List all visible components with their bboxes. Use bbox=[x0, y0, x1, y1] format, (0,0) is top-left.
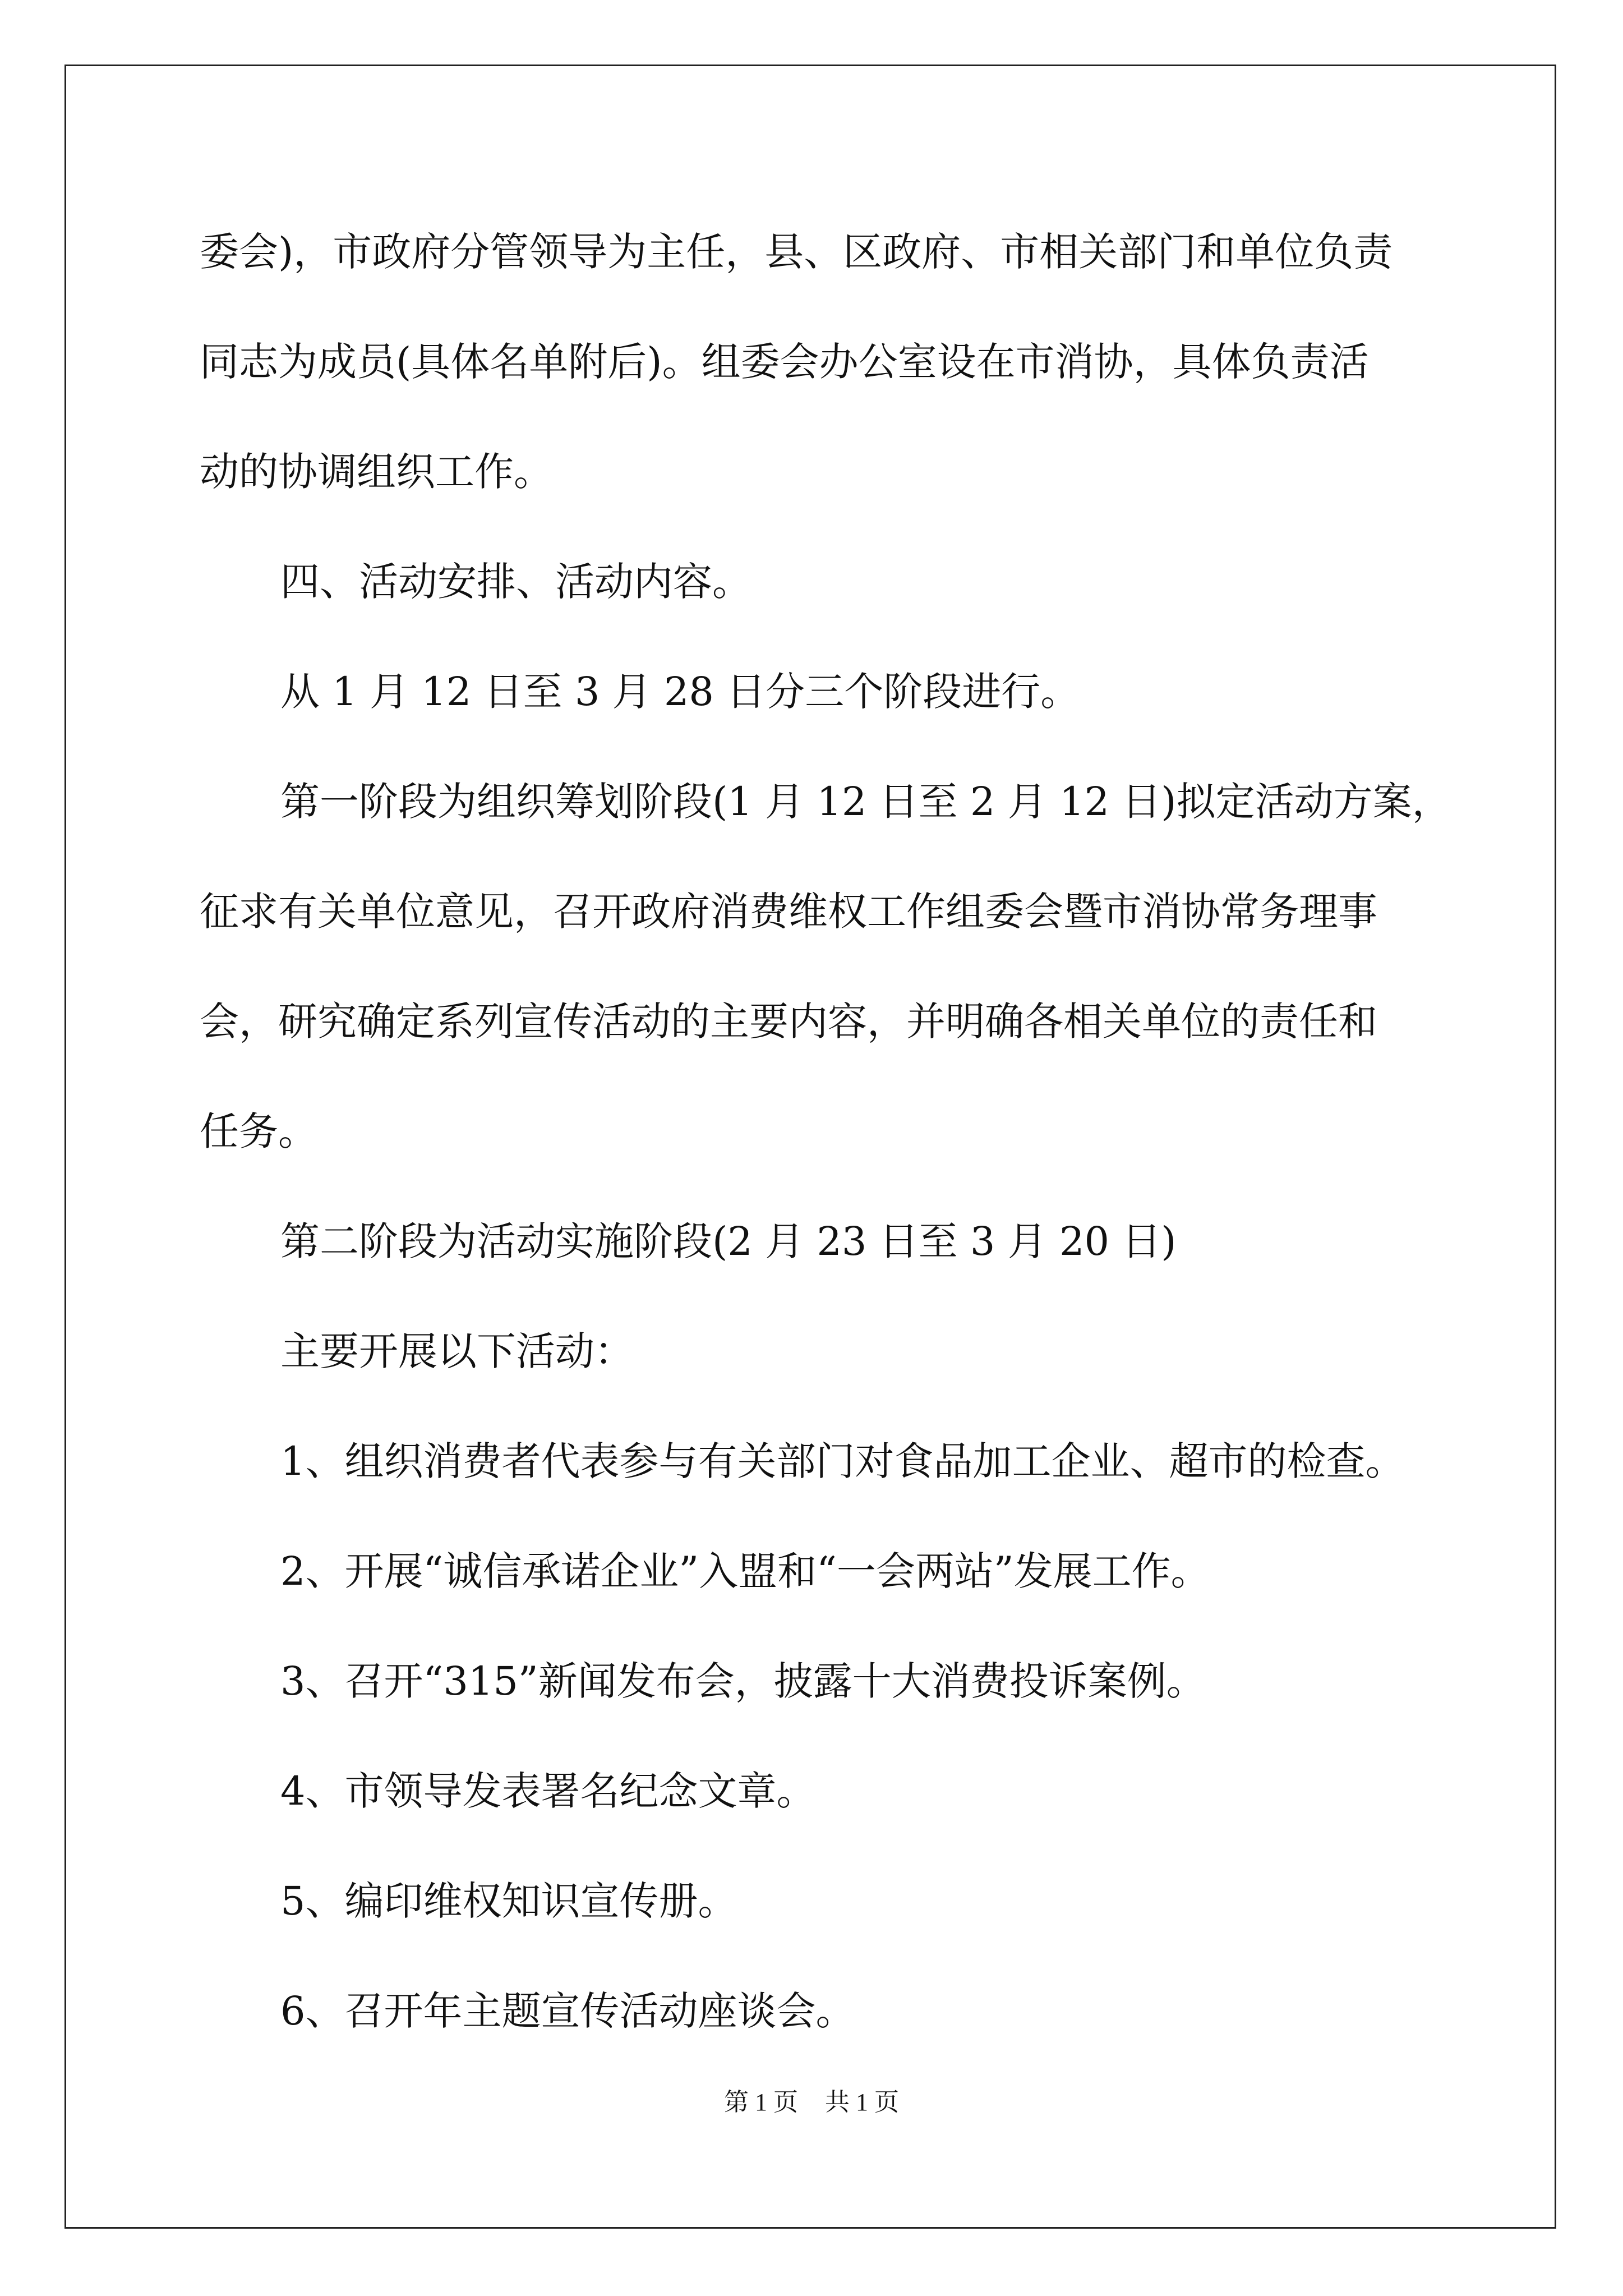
text-line: 主要开展以下活动： bbox=[280, 1328, 634, 1374]
text-line: 同志为成员(具体名单附后)。组委会办公室设在市消协，具体负责活 bbox=[200, 339, 1369, 385]
page-number-total: 共 1 页 bbox=[825, 2088, 899, 2116]
text-line: 动的协调组织工作。 bbox=[200, 449, 553, 495]
page-number-current: 第 1 页 bbox=[724, 2088, 798, 2116]
text-line: 从 1 月 12 日至 3 月 28 日分三个阶段进行。 bbox=[280, 669, 1080, 715]
text-line: 任务。 bbox=[200, 1108, 317, 1154]
list-item: 4、市领导发表署名纪念文章。 bbox=[280, 1768, 816, 1814]
list-item: 5、编印维权知识宣传册。 bbox=[280, 1878, 737, 1924]
list-item: 3、召开“315”新闻发布会，披露十大消费投诉案例。 bbox=[280, 1658, 1206, 1704]
section-heading: 四、活动安排、活动内容。 bbox=[280, 559, 751, 605]
text-line: 征求有关单位意见，召开政府消费维权工作组委会暨市消协常务理事 bbox=[200, 889, 1377, 935]
text-line: 会，研究确定系列宣传活动的主要内容，并明确各相关单位的责任和 bbox=[200, 999, 1377, 1045]
text-line: 第一阶段为组织筹划阶段(1 月 12 日至 2 月 12 日)拟定活动方案， bbox=[280, 779, 1451, 825]
text-line: 委会)，市政府分管领导为主任，县、区政府、市相关部门和单位负责 bbox=[200, 229, 1393, 275]
text-line: 第二阶段为活动实施阶段(2 月 23 日至 3 月 20 日) bbox=[280, 1218, 1177, 1264]
document-body bbox=[200, 222, 1451, 2091]
list-item: 1、组织消费者代表参与有关部门对食品加工企业、超市的检查。 bbox=[280, 1438, 1405, 1484]
list-item: 6、召开年主题宣传活动座谈会。 bbox=[280, 1988, 855, 2034]
list-item: 2、开展“诚信承诺企业”入盟和“一会两站”发展工作。 bbox=[280, 1548, 1210, 1594]
page-footer bbox=[0, 2086, 1623, 2119]
